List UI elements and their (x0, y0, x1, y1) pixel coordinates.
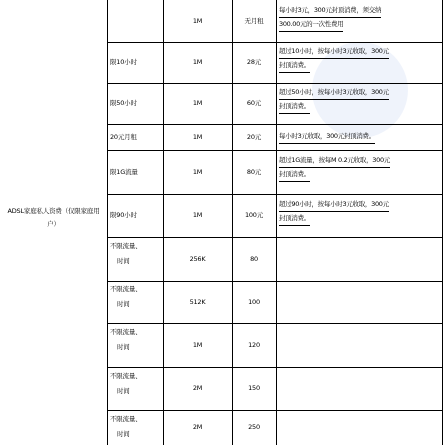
speed-cell (163, 0, 232, 42)
speed-cell (163, 194, 232, 237)
plan-text: 不限流量、 (110, 415, 142, 423)
plan-text: 限50小时 (110, 99, 137, 107)
plan-cell (107, 240, 163, 281)
note-line: 超过10小时，按每小时3元收取，300元 (279, 45, 389, 59)
price-cell (232, 124, 276, 150)
note-line: 封顶消费。 (279, 212, 310, 226)
plan-text: 时间 (117, 300, 130, 308)
plan-cell (107, 413, 163, 445)
speed-cell (163, 150, 232, 194)
speed-text: 1M (192, 99, 203, 107)
speed-text: 1M (192, 167, 203, 176)
speed-text: 1M (192, 340, 203, 349)
plan-text: 时间 (117, 430, 130, 438)
plan-cell (107, 124, 163, 150)
speed-text: 2M (192, 384, 203, 392)
note-line: 每小时3元，300元封顶消费，须交纳 (279, 4, 381, 18)
note-cell (276, 198, 442, 237)
table-border-right (442, 0, 443, 445)
plan-text: 限1G流量 (110, 167, 138, 176)
price-text: 150 (248, 384, 260, 392)
note-cell (276, 45, 442, 83)
price-cell (232, 237, 276, 281)
speed-cell (163, 237, 232, 281)
speed-cell (163, 124, 232, 150)
plan-text: 时间 (117, 257, 130, 265)
plan-text: 不限流量、 (110, 285, 142, 293)
section-label-text: ADSL家庭私人资费（仅限家庭用户） (7, 207, 100, 228)
price-cell (232, 83, 276, 124)
plan-text: 不限流量、 (110, 242, 142, 250)
note-line: 每小时3元收取，300元封顶消费。 (279, 130, 375, 144)
price-cell (232, 0, 276, 42)
plan-cell (107, 42, 163, 83)
plan-text: 20元月租 (110, 132, 137, 141)
section-label (0, 196, 107, 240)
price-text: 250 (248, 423, 260, 431)
speed-cell (163, 42, 232, 83)
plan-text: 时间 (117, 343, 130, 351)
speed-cell (163, 410, 232, 445)
plan-text: 时间 (117, 387, 130, 395)
plan-cell (107, 194, 163, 237)
speed-text: 256K (189, 254, 206, 263)
plan-text: 限10小时 (110, 58, 137, 66)
price-cell (232, 367, 276, 410)
speed-cell (163, 83, 232, 124)
note-line: 封顶消费。 (279, 100, 310, 114)
plan-cell (107, 370, 163, 410)
price-text: 60元 (246, 99, 262, 107)
plan-cell (107, 83, 163, 124)
plan-text: 不限流量、 (110, 328, 142, 336)
note-cell (276, 154, 442, 194)
price-text: 28元 (246, 58, 262, 66)
price-text: 80元 (246, 167, 262, 176)
price-cell (232, 410, 276, 445)
plan-cell (107, 283, 163, 323)
price-text: 80 (250, 254, 258, 263)
speed-text: 512K (189, 297, 206, 306)
plan-text: 不限流量、 (110, 372, 142, 380)
plan-text: 限90小时 (110, 211, 137, 219)
speed-text: 2M (192, 423, 203, 431)
speed-text: 1M (192, 58, 203, 66)
price-cell (232, 323, 276, 367)
price-text: 100元 (244, 211, 264, 219)
speed-text: 1M (192, 16, 203, 25)
price-text: 20元 (246, 132, 262, 141)
price-text: 100 (248, 297, 260, 306)
price-cell (232, 150, 276, 194)
speed-cell (163, 367, 232, 410)
price-cell (232, 281, 276, 323)
price-text: 无月租 (244, 16, 264, 25)
speed-text: 1M (192, 132, 203, 141)
price-text: 120 (248, 340, 260, 349)
note-line: 300.00元的一次性费用 (279, 18, 343, 32)
speed-cell (163, 323, 232, 367)
note-line: 超过90小时，按每小时3元收取，300元 (279, 198, 389, 212)
speed-text: 1M (192, 211, 203, 219)
note-cell (276, 4, 442, 42)
price-cell (232, 42, 276, 83)
note-line: 封顶消费。 (279, 59, 310, 73)
note-cell (276, 86, 442, 124)
plan-cell (107, 326, 163, 367)
note-cell (276, 130, 442, 148)
note-line: 封顶消费。 (279, 168, 310, 182)
plan-cell (107, 150, 163, 194)
speed-cell (163, 281, 232, 323)
note-line: 超过1G流量，按每M 0.2元收取，300元 (279, 154, 390, 168)
price-cell (232, 194, 276, 237)
note-line: 超过50小时，按每小时3元收取，300元 (279, 86, 389, 100)
